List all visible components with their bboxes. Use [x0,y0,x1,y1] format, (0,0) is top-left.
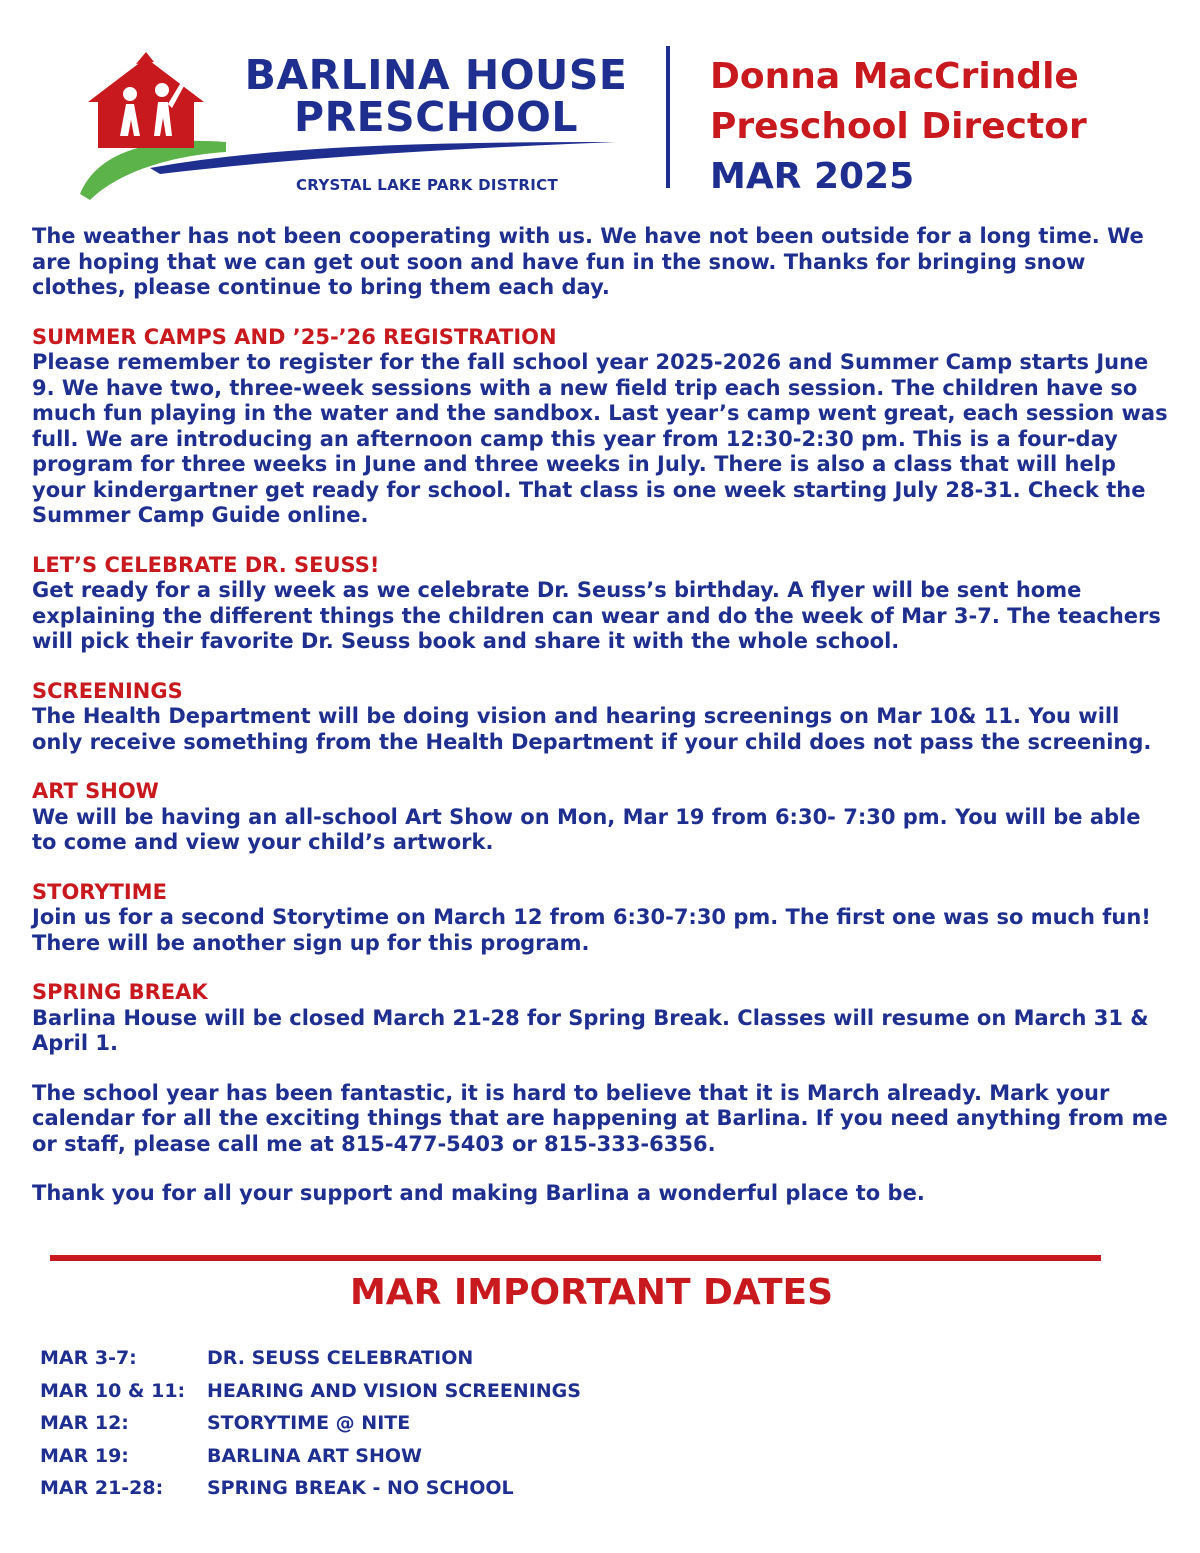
section-body: We will be having an all-school Art Show on Mon, Mar 19 from 6:30- 7:30 pm. You will be able to come and view your child’s artwork. [32,804,1141,854]
section-body: Get ready for a silly week as we celebrate Dr. Seuss’s birthday. A flyer will be sent home explaining the different things the children can wear and do the week of Mar 3-7. The teachers will pick their favorite Dr. Seuss book and share it with the whole school. [32,578,1161,653]
director-name: Donna MacCrindle [710,56,1079,97]
director-title: Preschool Director [710,106,1087,147]
date-event: HEARING AND VISION SCREENINGS [207,1379,581,1402]
brand-swoosh [140,138,620,178]
section-body: The Health Department will be doing vision and hearing screenings on Mar 10& 11. You will only receive something from the Health Department if your child does not pass the screening. [32,704,1152,754]
section-summer-camps [32,325,1172,529]
section-body: Join us for a second Storytime on March 12 from 6:30-7:30 pm. The first one was so much fun! There will be another sign up for this program. [32,905,1151,955]
section-heading: STORYTIME [32,879,167,904]
date-label: MAR 3-7: [40,1347,137,1370]
date-row [40,1440,740,1473]
date-label: MAR 19: [40,1444,129,1467]
brand-title-line2: PRESCHOOL [294,93,578,141]
brand-subtitle: CRYSTAL LAKE PARK DISTRICT [296,176,558,194]
date-label: MAR 21-28: [40,1477,164,1500]
date-row [40,1472,740,1505]
date-row [40,1342,740,1375]
brand-title [226,51,646,141]
important-dates-title: MAR IMPORTANT DATES [349,1272,834,1313]
section-screenings [32,679,1172,756]
date-label: MAR 10 & 11: [40,1379,186,1402]
issue-date: MAR 2025 [710,156,915,197]
date-event: STORYTIME @ NITE [207,1412,411,1435]
important-dates-list [40,1342,740,1505]
section-heading: SCREENINGS [32,678,183,703]
header-divider [666,46,670,188]
section-art-show [32,779,1172,856]
brand-title-line1: BARLINA HOUSE [244,51,628,99]
closing-paragraph: The school year has been fantastic, it is hard to believe that it is March already. Mark your calendar for all the exciting things that are happening at Barlina. If you need anything from me or staff, please call me at 815-477-5403 or 815-333-6356. [32,1080,1168,1156]
date-label: MAR 12: [40,1412,129,1435]
section-spring-break [32,980,1172,1057]
date-row [40,1407,740,1440]
section-body: Please remember to register for the fall school year 2025-2026 and Summer Camp starts June 9. We have two, three-week sessions with a new field trip each session. The children have so much fun playing in the water and the sandbox. Last year’s camp went great, each session was full. We are introducing an afternoon camp this year from 12:30-2:30 pm. This is a four-day program for three weeks in June and three weeks in July. There is also a class that will help your kindergartner get ready for school. That class is one week starting July 28-31. Check the Summer Camp Guide online. [32,350,1168,527]
section-divider [50,1255,1101,1261]
date-event: DR. SEUSS CELEBRATION [207,1347,474,1370]
section-body: Barlina House will be closed March 21-28 for Spring Break. Classes will resume on March 31 & April 1. [32,1005,1149,1055]
date-row [40,1375,740,1408]
section-heading: SPRING BREAK [32,980,208,1004]
newsletter-header [0,0,1200,215]
thanks-paragraph: Thank you for all your support and making Barlina a wonderful place to be. [32,1181,925,1205]
section-dr-seuss [32,553,1172,655]
director-block [710,52,1180,202]
newsletter-body [32,224,1172,1231]
intro-paragraph: The weather has not been cooperating with us. We have not been outside for a long time. We are hoping that we can get out soon and have fun in the snow. Thanks for bringing snow clothes, please continue to bring them each day. [32,224,1144,299]
section-heading: ART SHOW [32,779,159,803]
section-storytime [32,880,1172,957]
section-heading: LET’S CELEBRATE DR. SEUSS! [32,552,380,577]
date-event: SPRING BREAK - NO SCHOOL [207,1477,514,1500]
date-event: BARLINA ART SHOW [207,1444,422,1467]
preschool-house-logo [76,44,226,204]
section-heading: SUMMER CAMPS AND ’25-’26 REGISTRATION [32,324,557,349]
